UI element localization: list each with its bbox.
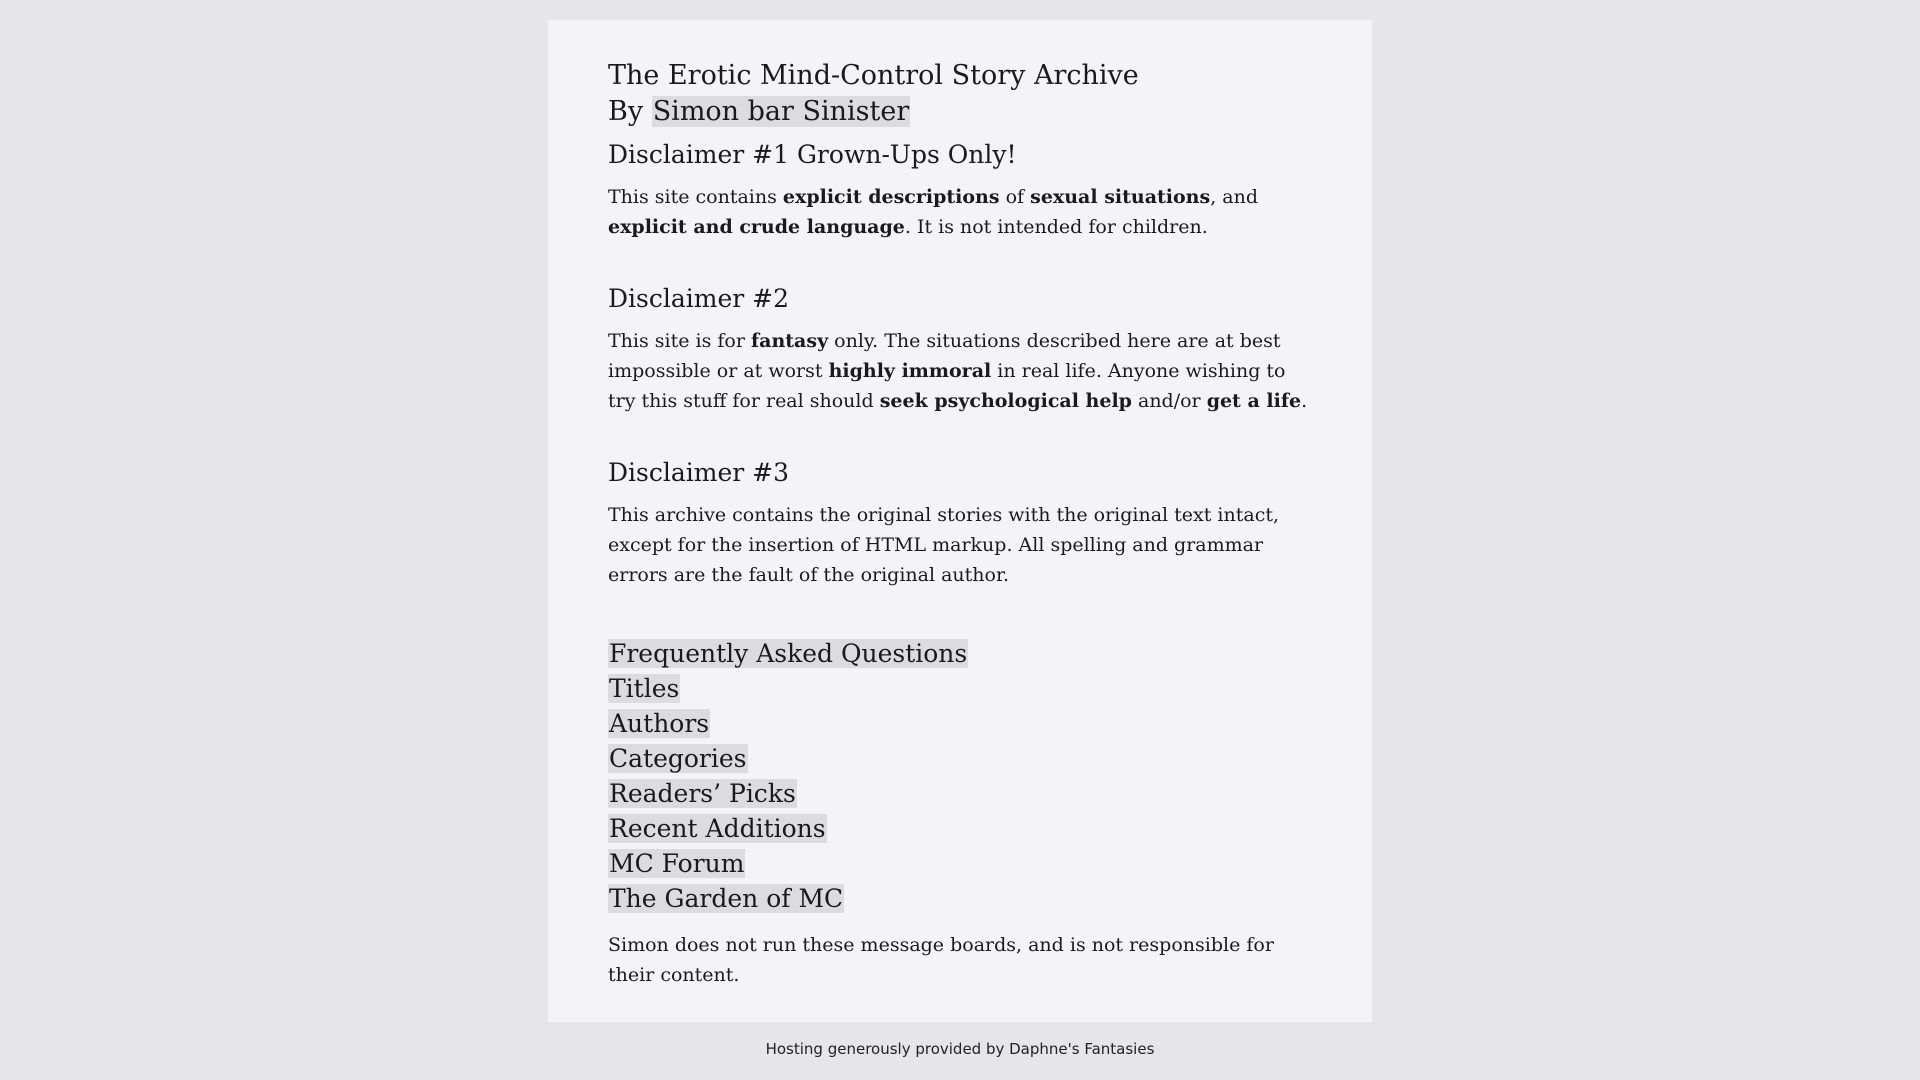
nav-link-readers-picks[interactable]: Readers’ Picks [609,779,796,808]
disclaimer-1-text: This site contains explicit descriptions of sexual situations, and explicit and crude language. It is not intended for children. [608,186,1259,238]
byline [608,94,1312,130]
hosting-credit: Hosting generously provided by Daphne's Fantasies [765,1040,1155,1058]
disclaimer-2-text: This site is for fantasy only. The situations described here are at best impossible or at worst highly immoral in real life. Anyone wishing to try this stuff for real should seek psychological help and/or get a life. [608,330,1308,412]
nav-link-categories[interactable]: Categories [609,744,747,773]
disclaimer-3-heading: Disclaimer #3 [608,458,790,487]
nav-item-authors [608,706,1312,741]
nav-item-mc-forum [608,846,1312,881]
byline-prefix: By [608,96,652,127]
nav-item-faq [608,636,1312,671]
disclaimer-2-heading: Disclaimer #2 [608,284,790,313]
nav-link-faq[interactable]: Frequently Asked Questions [609,639,968,668]
disclaimer-3-text: This archive contains the original stories with the original text intact, except for the insertion of HTML markup. All spelling and grammar errors are the fault of the original author. [608,504,1280,586]
nav-item-readers-picks [608,776,1312,811]
disclaimer-1-heading: Disclaimer #1 Grown-Ups Only! [608,140,1017,169]
nav-item-recent-additions [608,811,1312,846]
nav-item-categories [608,741,1312,776]
nav-item-titles [608,671,1312,706]
archive-nav [608,636,1312,916]
message-board-note: Simon does not run these message boards, and is not responsible for their content. [608,934,1274,986]
nav-link-authors[interactable]: Authors [609,709,710,738]
content-panel [548,20,1372,1022]
nav-link-mc-forum[interactable]: MC Forum [609,849,745,878]
author-link[interactable]: Simon bar Sinister [652,96,910,127]
site-title: The Erotic Mind-Control Story Archive [608,60,1139,91]
nav-item-garden-of-mc [608,881,1312,916]
nav-link-recent-additions[interactable]: Recent Additions [609,814,826,843]
nav-link-titles[interactable]: Titles [609,674,680,703]
nav-link-garden-of-mc[interactable]: The Garden of MC [609,884,844,913]
